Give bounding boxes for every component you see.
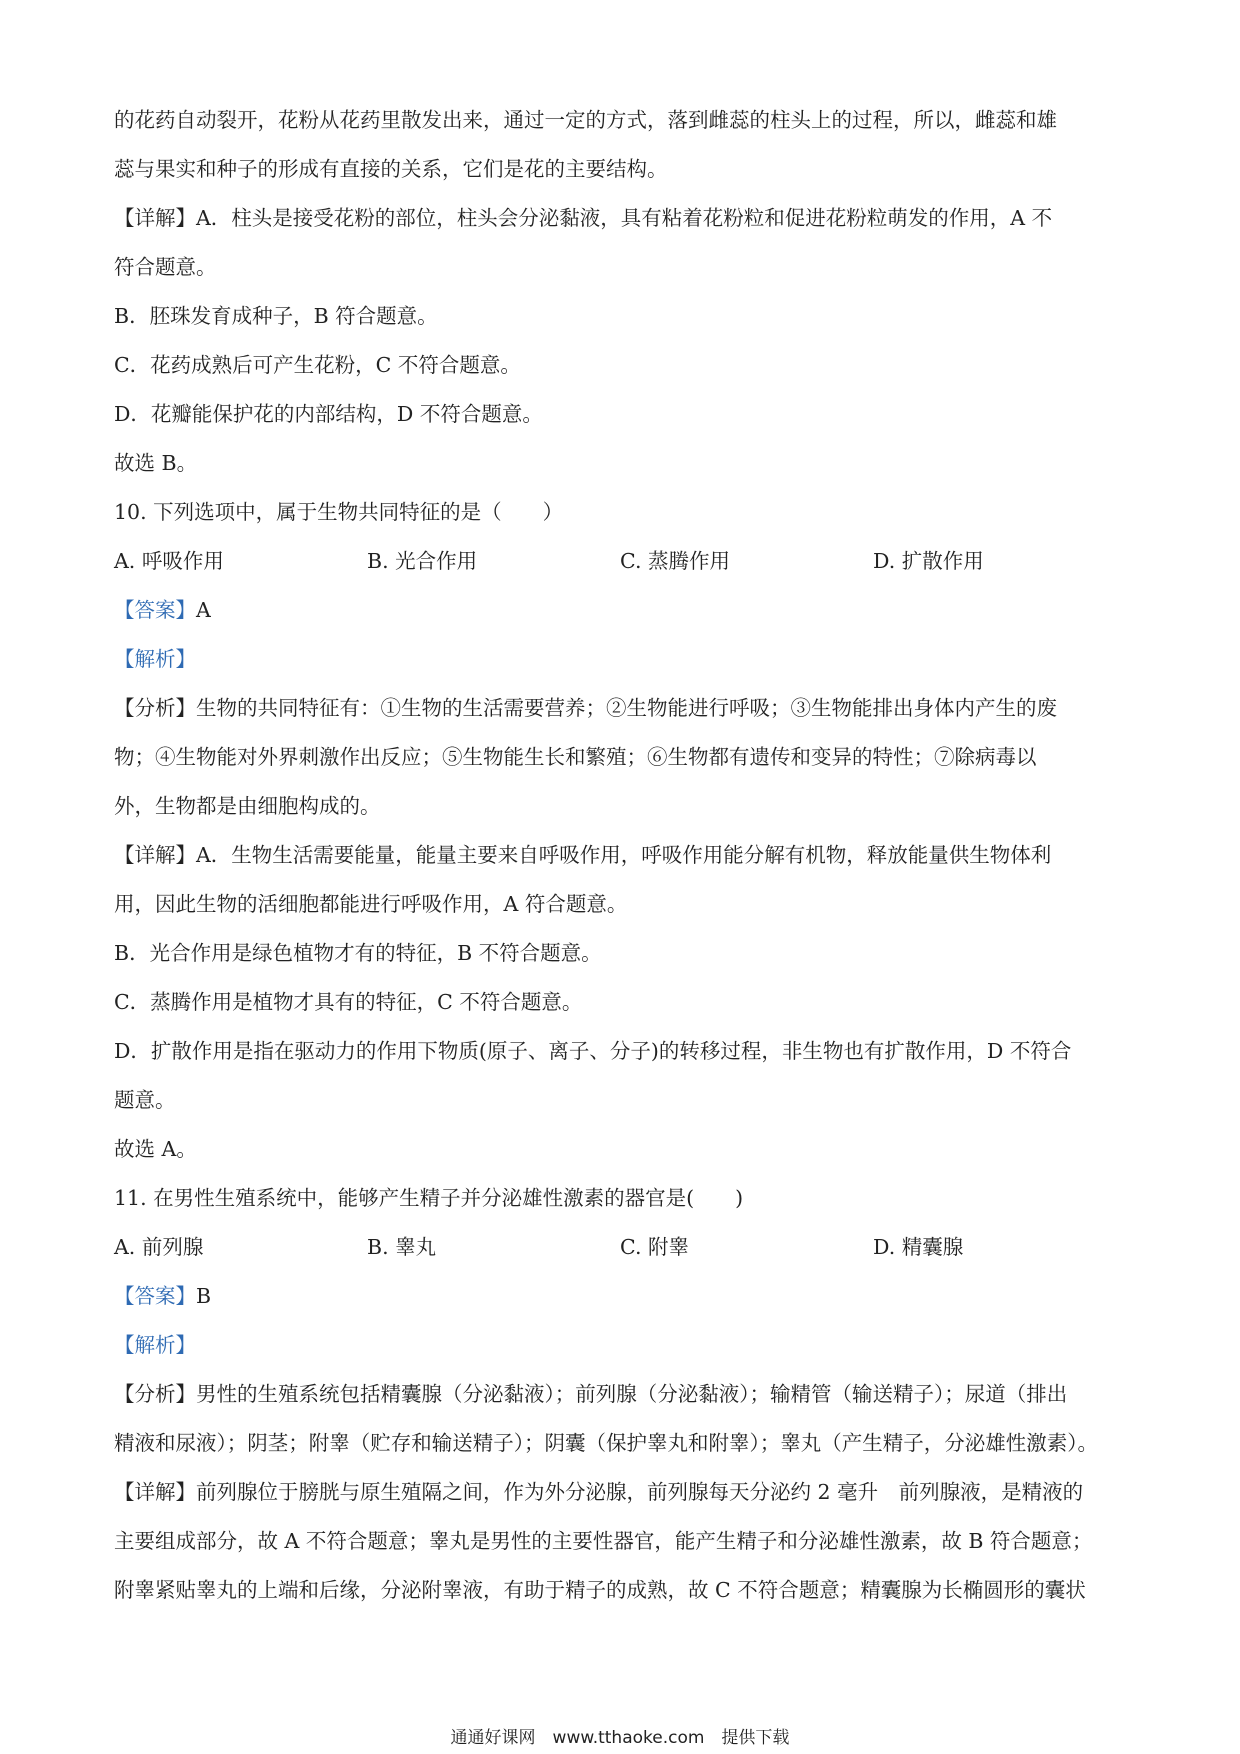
- document-page: [114, 96, 1134, 1615]
- text-line: 附睾紧贴睾丸的上端和后缘，分泌附睾液，有助于精子的成熟，故 C 不符合题意；精囊腺为长椭圆形的囊状: [114, 1578, 1086, 1602]
- analysis-heading: 【解析】: [114, 1333, 196, 1357]
- text-line: 故选 A。: [114, 1137, 197, 1161]
- answer-line: [114, 1272, 1134, 1321]
- question-10: 10. 下列选项中，属于生物共同特征的是（ ）: [114, 500, 564, 524]
- answer-tag: 【答案】: [114, 1284, 196, 1308]
- text-line: B．胚珠发育成种子，B 符合题意。: [114, 304, 438, 328]
- option-d: D. 扩散作用: [873, 549, 984, 573]
- option-c: C. 蒸腾作用: [620, 549, 730, 573]
- text-line: 用，因此生物的活细胞都能进行呼吸作用，A 符合题意。: [114, 892, 628, 916]
- text-line: C．蒸腾作用是植物才具有的特征，C 不符合题意。: [114, 990, 583, 1014]
- text-line: 的花药自动裂开，花粉从花药里散发出来，通过一定的方式，落到雌蕊的柱头上的过程，所以，雌蕊和雄: [114, 108, 1057, 132]
- answer-line: [114, 586, 1134, 635]
- analysis-heading: 【解析】: [114, 647, 196, 671]
- option-b: B. 睾丸: [367, 1235, 437, 1259]
- text-line: 【详解】前列腺位于膀胱与原生殖隔之间，作为外分泌腺，前列腺每天分泌约 2 毫升 前列腺液，是精液的: [114, 1480, 1084, 1504]
- answer-value: A: [196, 598, 211, 622]
- text-line: 【详解】A．生物生活需要能量，能量主要来自呼吸作用，呼吸作用能分解有机物，释放能量供生物体利: [114, 843, 1052, 867]
- text-line: C．花药成熟后可产生花粉，C 不符合题意。: [114, 353, 521, 377]
- text-line: B．光合作用是绿色植物才有的特征，B 不符合题意。: [114, 941, 602, 965]
- answer-value: B: [196, 1284, 212, 1308]
- question-11-options: [114, 1223, 1134, 1272]
- option-c: C. 附睾: [620, 1235, 689, 1259]
- option-d: D. 精囊腺: [873, 1235, 964, 1259]
- text-line: 蕊与果实和种子的形成有直接的关系，它们是花的主要结构。: [114, 157, 668, 181]
- text-line: 主要组成部分，故 A 不符合题意；睾丸是男性的主要性器官，能产生精子和分泌雄性激素，故 B 符合题意；: [114, 1529, 1093, 1553]
- page-footer: 通通好课网 www.tthaoke.com 提供下载: [450, 1728, 790, 1748]
- answer-tag: 【答案】: [114, 598, 196, 622]
- text-line: 故选 B。: [114, 451, 198, 475]
- text-line: D．花瓣能保护花的内部结构，D 不符合题意。: [114, 402, 543, 426]
- text-line: 精液和尿液）；阴茎；附睾（贮存和输送精子）；阴囊（保护睾丸和附睾）；睾丸（产生精子，分泌雄性激素）。: [114, 1431, 1098, 1455]
- text-line: 题意。: [114, 1088, 176, 1112]
- question-11: 11. 在男性生殖系统中，能够产生精子并分泌雄性激素的器官是( ): [114, 1186, 744, 1210]
- option-b: B. 光合作用: [367, 549, 478, 573]
- text-line: 外，生物都是由细胞构成的。: [114, 794, 381, 818]
- option-a: A. 前列腺: [114, 1235, 204, 1259]
- text-line: 【分析】男性的生殖系统包括精囊腺（分泌黏液）；前列腺（分泌黏液）；输精管（输送精子）；尿道（排出: [114, 1382, 1068, 1406]
- text-line: D．扩散作用是指在驱动力的作用下物质(原子、离子、分子)的转移过程，非生物也有扩散作用，D 不符合: [114, 1039, 1072, 1063]
- text-line: 物；④生物能对外界刺激作出反应；⑤生物能生长和繁殖；⑥生物都有遗传和变异的特性；⑦除病毒以: [114, 745, 1037, 769]
- text-line: 【分析】生物的共同特征有：①生物的生活需要营养；②生物能进行呼吸；③生物能排出身体内产生的废: [114, 696, 1057, 720]
- text-line: 【详解】A．柱头是接受花粉的部位，柱头会分泌黏液，具有粘着花粉粒和促进花粉粒萌发的作用，A 不: [114, 206, 1053, 230]
- text-line: 符合题意。: [114, 255, 217, 279]
- question-10-options: [114, 537, 1134, 586]
- option-a: A. 呼吸作用: [114, 549, 224, 573]
